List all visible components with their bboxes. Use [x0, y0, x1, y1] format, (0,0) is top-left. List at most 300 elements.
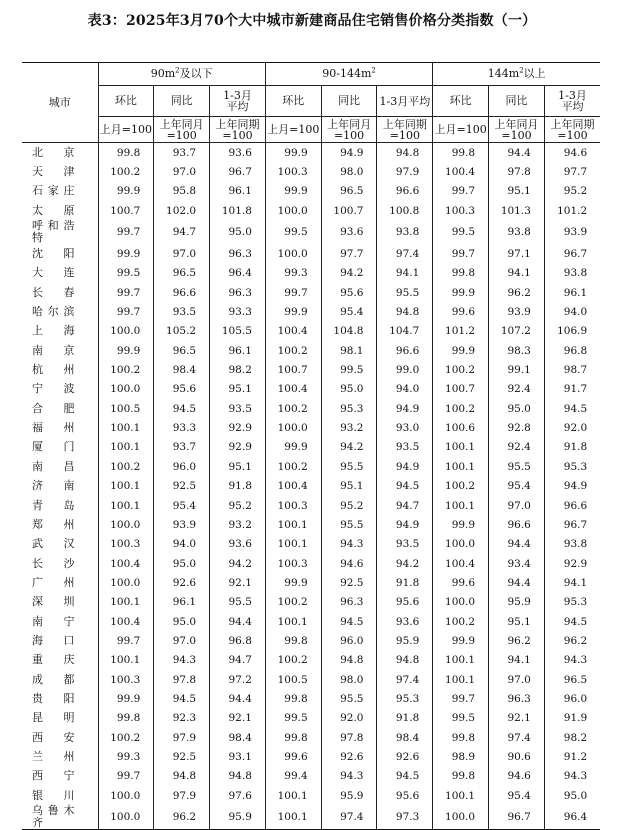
index-value: 93.7	[154, 143, 210, 163]
col-avg-1: 1-3月 平均	[210, 86, 266, 117]
index-value: 92.9	[544, 554, 600, 573]
table-row	[22, 341, 600, 360]
city-name: 厦门	[22, 438, 98, 457]
city-name: 天津	[22, 162, 98, 181]
index-value: 92.6	[377, 747, 433, 766]
city-name: 南京	[22, 341, 98, 360]
index-value: 94.8	[321, 651, 377, 670]
base-avg-1: 上年同期 =100	[210, 117, 266, 143]
index-value: 93.5	[210, 399, 266, 418]
index-value: 93.8	[544, 535, 600, 554]
index-value: 100.6	[433, 418, 489, 437]
index-value: 92.4	[489, 438, 545, 457]
index-value: 98.0	[321, 162, 377, 181]
index-value: 100.4	[98, 554, 154, 573]
index-value: 95.0	[544, 786, 600, 805]
index-value: 100.1	[98, 418, 154, 437]
index-value: 100.2	[98, 360, 154, 379]
index-value: 96.6	[377, 341, 433, 360]
city-name: 西宁	[22, 767, 98, 786]
index-value: 94.8	[154, 767, 210, 786]
index-value: 99.5	[433, 220, 489, 244]
index-value: 98.0	[321, 670, 377, 689]
index-value: 92.1	[210, 709, 266, 728]
index-value: 100.4	[98, 612, 154, 631]
index-value: 99.9	[265, 573, 321, 592]
index-value: 100.2	[433, 612, 489, 631]
index-value: 99.9	[265, 438, 321, 457]
table-row	[22, 747, 600, 766]
table-row	[22, 535, 600, 554]
index-value: 93.6	[321, 220, 377, 244]
index-value: 95.1	[489, 182, 545, 201]
index-value: 94.9	[377, 399, 433, 418]
index-value: 94.4	[489, 535, 545, 554]
index-value: 100.8	[377, 201, 433, 220]
index-value: 99.8	[433, 767, 489, 786]
index-value: 90.6	[489, 747, 545, 766]
index-value: 99.7	[433, 244, 489, 263]
index-value: 95.1	[210, 457, 266, 476]
index-value: 93.5	[377, 535, 433, 554]
index-value: 94.4	[489, 573, 545, 592]
index-value: 95.5	[321, 457, 377, 476]
index-value: 95.4	[321, 302, 377, 321]
index-value: 94.4	[210, 612, 266, 631]
index-value: 100.4	[265, 477, 321, 496]
col-avg-3: 1-3月 平均	[544, 86, 600, 117]
index-value: 93.2	[210, 515, 266, 534]
index-value: 93.3	[210, 302, 266, 321]
index-value: 92.5	[321, 573, 377, 592]
index-value: 92.9	[210, 418, 266, 437]
base-mom-1: 上月=100	[98, 117, 154, 143]
table-row	[22, 201, 600, 220]
index-value: 100.5	[98, 399, 154, 418]
index-value: 94.1	[489, 264, 545, 283]
index-value: 100.7	[265, 360, 321, 379]
index-value: 100.1	[265, 515, 321, 534]
index-value: 95.0	[154, 554, 210, 573]
index-value: 95.6	[377, 786, 433, 805]
index-value: 95.0	[321, 380, 377, 399]
table-row	[22, 670, 600, 689]
index-value: 95.9	[210, 805, 266, 830]
base-yoy-3: 上年同月 =100	[489, 117, 545, 143]
index-value: 95.0	[489, 399, 545, 418]
city-name: 杭州	[22, 360, 98, 379]
index-value: 93.6	[377, 612, 433, 631]
index-value: 94.5	[377, 767, 433, 786]
base-mom-3: 上月=100	[433, 117, 489, 143]
index-value: 99.7	[98, 220, 154, 244]
index-value: 93.6	[210, 535, 266, 554]
index-value: 100.1	[98, 496, 154, 515]
city-name: 西安	[22, 728, 98, 747]
index-value: 92.0	[321, 709, 377, 728]
index-value: 100.0	[98, 786, 154, 805]
index-value: 94.4	[489, 143, 545, 163]
index-value: 95.6	[321, 283, 377, 302]
index-value: 100.2	[265, 651, 321, 670]
index-value: 96.0	[321, 631, 377, 650]
table-row	[22, 399, 600, 418]
index-value: 94.2	[377, 554, 433, 573]
page-title: 表3：2025年3月70个大中城市新建商品住宅销售价格分类指数（一）	[87, 13, 537, 29]
index-value: 96.6	[377, 182, 433, 201]
city-name: 沈阳	[22, 244, 98, 263]
table-row	[22, 162, 600, 181]
index-value: 95.0	[210, 220, 266, 244]
table-row	[22, 244, 600, 263]
index-value: 100.1	[98, 438, 154, 457]
index-value: 95.2	[321, 496, 377, 515]
index-value: 100.4	[265, 322, 321, 341]
index-value: 98.4	[377, 728, 433, 747]
table-row	[22, 264, 600, 283]
index-value: 100.0	[265, 201, 321, 220]
index-value: 95.5	[210, 593, 266, 612]
city-name: 太原	[22, 201, 98, 220]
index-value: 97.8	[321, 728, 377, 747]
index-value: 99.5	[321, 360, 377, 379]
index-value: 96.5	[321, 182, 377, 201]
city-name: 南昌	[22, 457, 98, 476]
col-yoy-1: 同比	[154, 86, 210, 117]
index-value: 100.2	[265, 593, 321, 612]
city-name: 大连	[22, 264, 98, 283]
index-value: 96.4	[210, 264, 266, 283]
index-value: 97.4	[321, 805, 377, 830]
index-value: 91.8	[210, 477, 266, 496]
index-value: 94.9	[544, 477, 600, 496]
index-value: 94.7	[154, 220, 210, 244]
index-value: 100.1	[433, 670, 489, 689]
index-value: 100.0	[98, 573, 154, 592]
index-value: 97.0	[154, 631, 210, 650]
index-value: 97.8	[154, 670, 210, 689]
index-value: 95.9	[489, 593, 545, 612]
index-value: 100.2	[433, 360, 489, 379]
index-value: 96.0	[544, 689, 600, 708]
index-value: 96.4	[544, 805, 600, 830]
index-value: 100.7	[433, 380, 489, 399]
index-value: 94.2	[321, 438, 377, 457]
index-value: 100.1	[98, 651, 154, 670]
index-value: 96.6	[154, 283, 210, 302]
index-value: 100.1	[433, 496, 489, 515]
index-value: 95.6	[154, 380, 210, 399]
index-value: 100.1	[98, 477, 154, 496]
index-value: 100.1	[98, 593, 154, 612]
index-value: 94.5	[377, 477, 433, 496]
index-value: 94.0	[154, 535, 210, 554]
index-value: 100.7	[98, 201, 154, 220]
index-value: 100.1	[265, 535, 321, 554]
index-value: 91.8	[377, 709, 433, 728]
index-value: 99.5	[433, 709, 489, 728]
city-name: 广州	[22, 573, 98, 592]
index-value: 98.2	[210, 360, 266, 379]
index-value: 94.1	[544, 573, 600, 592]
table-row	[22, 438, 600, 457]
index-value: 94.3	[321, 535, 377, 554]
index-value: 100.7	[321, 201, 377, 220]
col-yoy-2: 同比	[321, 86, 377, 117]
index-value: 94.9	[377, 515, 433, 534]
index-value: 97.9	[377, 162, 433, 181]
index-value: 91.8	[377, 573, 433, 592]
table-row	[22, 573, 600, 592]
city-name: 贵阳	[22, 689, 98, 708]
city-name: 石家庄	[22, 182, 98, 201]
index-value: 101.2	[544, 201, 600, 220]
table-row	[22, 182, 600, 201]
index-value: 95.4	[489, 786, 545, 805]
table-row	[22, 515, 600, 534]
index-value: 94.4	[210, 689, 266, 708]
city-name: 青岛	[22, 496, 98, 515]
index-value: 96.3	[321, 593, 377, 612]
index-value: 92.4	[489, 380, 545, 399]
group-header-90-144: $90-144m^2$	[265, 63, 432, 86]
index-value: 99.4	[265, 767, 321, 786]
index-value: 96.6	[544, 496, 600, 515]
index-value: 99.5	[98, 264, 154, 283]
index-value: 94.7	[377, 496, 433, 515]
city-name: 宁波	[22, 380, 98, 399]
index-value: 96.7	[544, 515, 600, 534]
index-value: 99.9	[98, 182, 154, 201]
index-value: 100.4	[433, 554, 489, 573]
index-value: 94.5	[321, 612, 377, 631]
index-value: 94.1	[377, 264, 433, 283]
index-value: 92.6	[321, 747, 377, 766]
index-value: 101.2	[433, 322, 489, 341]
index-value: 100.1	[265, 786, 321, 805]
index-value: 94.9	[377, 457, 433, 476]
city-name: 呼和浩特	[22, 220, 98, 244]
index-value: 99.9	[98, 341, 154, 360]
index-value: 93.3	[154, 418, 210, 437]
index-value: 98.7	[544, 360, 600, 379]
table-row	[22, 631, 600, 650]
index-value: 94.6	[544, 143, 600, 163]
index-value: 107.2	[489, 322, 545, 341]
index-value: 94.3	[321, 767, 377, 786]
index-value: 100.2	[98, 457, 154, 476]
index-value: 95.9	[321, 786, 377, 805]
index-value: 96.2	[489, 631, 545, 650]
table-row	[22, 805, 600, 830]
index-value: 100.1	[265, 612, 321, 631]
table-row	[22, 380, 600, 399]
base-yoy-2: 上年同月 =100	[321, 117, 377, 143]
index-value: 100.4	[265, 380, 321, 399]
col-mom-3: 环比	[433, 86, 489, 117]
index-value: 98.2	[544, 728, 600, 747]
index-value: 99.1	[489, 360, 545, 379]
table-row	[22, 457, 600, 476]
city-name: 济南	[22, 477, 98, 496]
index-value: 99.9	[433, 283, 489, 302]
index-value: 91.2	[544, 747, 600, 766]
index-value: 97.7	[544, 162, 600, 181]
index-value: 94.0	[377, 380, 433, 399]
table-row	[22, 709, 600, 728]
index-value: 100.3	[98, 535, 154, 554]
index-value: 94.8	[377, 302, 433, 321]
index-value: 96.7	[489, 805, 545, 830]
index-value: 100.0	[98, 380, 154, 399]
index-value: 93.8	[489, 220, 545, 244]
table-row	[22, 612, 600, 631]
index-value: 99.0	[377, 360, 433, 379]
index-value: 99.5	[265, 709, 321, 728]
index-value: 99.7	[433, 182, 489, 201]
index-value: 93.8	[377, 220, 433, 244]
index-value: 105.5	[210, 322, 266, 341]
city-name: 哈尔滨	[22, 302, 98, 321]
index-value: 95.3	[377, 689, 433, 708]
index-value: 99.9	[265, 143, 321, 163]
index-value: 91.9	[544, 709, 600, 728]
table-row	[22, 689, 600, 708]
index-value: 99.8	[265, 728, 321, 747]
city-column-header: 城市	[22, 63, 98, 143]
index-value: 94.0	[544, 302, 600, 321]
city-name: 武汉	[22, 535, 98, 554]
index-value: 97.0	[154, 162, 210, 181]
index-value: 100.1	[433, 651, 489, 670]
index-value: 99.7	[98, 283, 154, 302]
index-value: 95.3	[544, 593, 600, 612]
city-name: 南宁	[22, 612, 98, 631]
index-value: 99.3	[98, 747, 154, 766]
index-value: 97.0	[154, 244, 210, 263]
index-value: 100.1	[433, 786, 489, 805]
index-value: 99.7	[433, 689, 489, 708]
index-value: 100.1	[265, 805, 321, 830]
city-name: 银川	[22, 786, 98, 805]
index-value: 100.0	[265, 418, 321, 437]
index-value: 99.8	[98, 143, 154, 163]
index-value: 96.6	[489, 515, 545, 534]
index-value: 95.0	[154, 612, 210, 631]
index-value: 100.2	[265, 399, 321, 418]
index-value: 95.5	[321, 515, 377, 534]
index-value: 102.0	[154, 201, 210, 220]
index-value: 92.3	[154, 709, 210, 728]
index-value: 100.0	[433, 805, 489, 830]
index-value: 93.5	[154, 302, 210, 321]
index-value: 92.0	[544, 418, 600, 437]
index-value: 92.5	[154, 477, 210, 496]
index-value: 100.2	[98, 728, 154, 747]
index-value: 98.1	[321, 341, 377, 360]
index-value: 99.9	[98, 689, 154, 708]
table-row	[22, 143, 600, 163]
index-value: 100.5	[265, 670, 321, 689]
index-value: 95.2	[544, 182, 600, 201]
index-value: 99.9	[265, 302, 321, 321]
index-value: 99.8	[98, 709, 154, 728]
index-value: 95.3	[544, 457, 600, 476]
col-mom-2: 环比	[265, 86, 321, 117]
index-value: 99.9	[98, 244, 154, 263]
index-value: 94.8	[377, 143, 433, 163]
index-value: 99.7	[265, 283, 321, 302]
index-value: 97.0	[489, 670, 545, 689]
index-value: 100.1	[433, 457, 489, 476]
index-value: 100.0	[98, 805, 154, 830]
index-value: 95.5	[489, 457, 545, 476]
index-value: 92.6	[154, 573, 210, 592]
city-name: 重庆	[22, 651, 98, 670]
index-value: 94.5	[154, 689, 210, 708]
city-name: 郑州	[22, 515, 98, 534]
city-name: 福州	[22, 418, 98, 437]
group-header-144-above: $144m^2$以上	[433, 63, 600, 86]
index-value: 92.8	[489, 418, 545, 437]
index-value: 100.3	[265, 162, 321, 181]
index-value: 97.9	[154, 786, 210, 805]
index-value: 99.8	[265, 631, 321, 650]
index-value: 97.3	[377, 805, 433, 830]
city-name: 昆明	[22, 709, 98, 728]
index-value: 96.7	[210, 162, 266, 181]
index-value: 94.8	[377, 651, 433, 670]
index-value: 94.9	[321, 143, 377, 163]
index-value: 104.8	[321, 322, 377, 341]
index-value: 97.1	[489, 244, 545, 263]
price-index-table	[22, 62, 600, 830]
index-value: 97.9	[154, 728, 210, 747]
index-value: 99.3	[265, 264, 321, 283]
index-value: 93.8	[544, 264, 600, 283]
index-value: 99.9	[265, 182, 321, 201]
index-value: 97.4	[377, 670, 433, 689]
index-value: 97.7	[321, 244, 377, 263]
index-value: 99.8	[433, 143, 489, 163]
index-value: 95.6	[377, 593, 433, 612]
index-value: 100.3	[433, 201, 489, 220]
index-value: 92.1	[210, 573, 266, 592]
index-value: 98.9	[433, 747, 489, 766]
index-value: 95.5	[321, 689, 377, 708]
index-value: 99.8	[433, 264, 489, 283]
index-value: 93.2	[321, 418, 377, 437]
index-value: 96.0	[154, 457, 210, 476]
index-value: 99.6	[433, 573, 489, 592]
index-value: 94.5	[544, 612, 600, 631]
table-row	[22, 220, 600, 244]
table-row	[22, 302, 600, 321]
index-value: 100.4	[433, 162, 489, 181]
city-name: 合肥	[22, 399, 98, 418]
index-value: 95.4	[154, 496, 210, 515]
index-value: 97.0	[489, 496, 545, 515]
index-value: 97.6	[210, 786, 266, 805]
table-row	[22, 322, 600, 341]
index-value: 96.2	[544, 631, 600, 650]
index-value: 96.1	[154, 593, 210, 612]
index-value: 95.2	[210, 496, 266, 515]
col-avg-2: 1-3月平均	[377, 86, 433, 117]
index-value: 100.0	[98, 322, 154, 341]
table-row	[22, 283, 600, 302]
index-value: 94.3	[154, 651, 210, 670]
